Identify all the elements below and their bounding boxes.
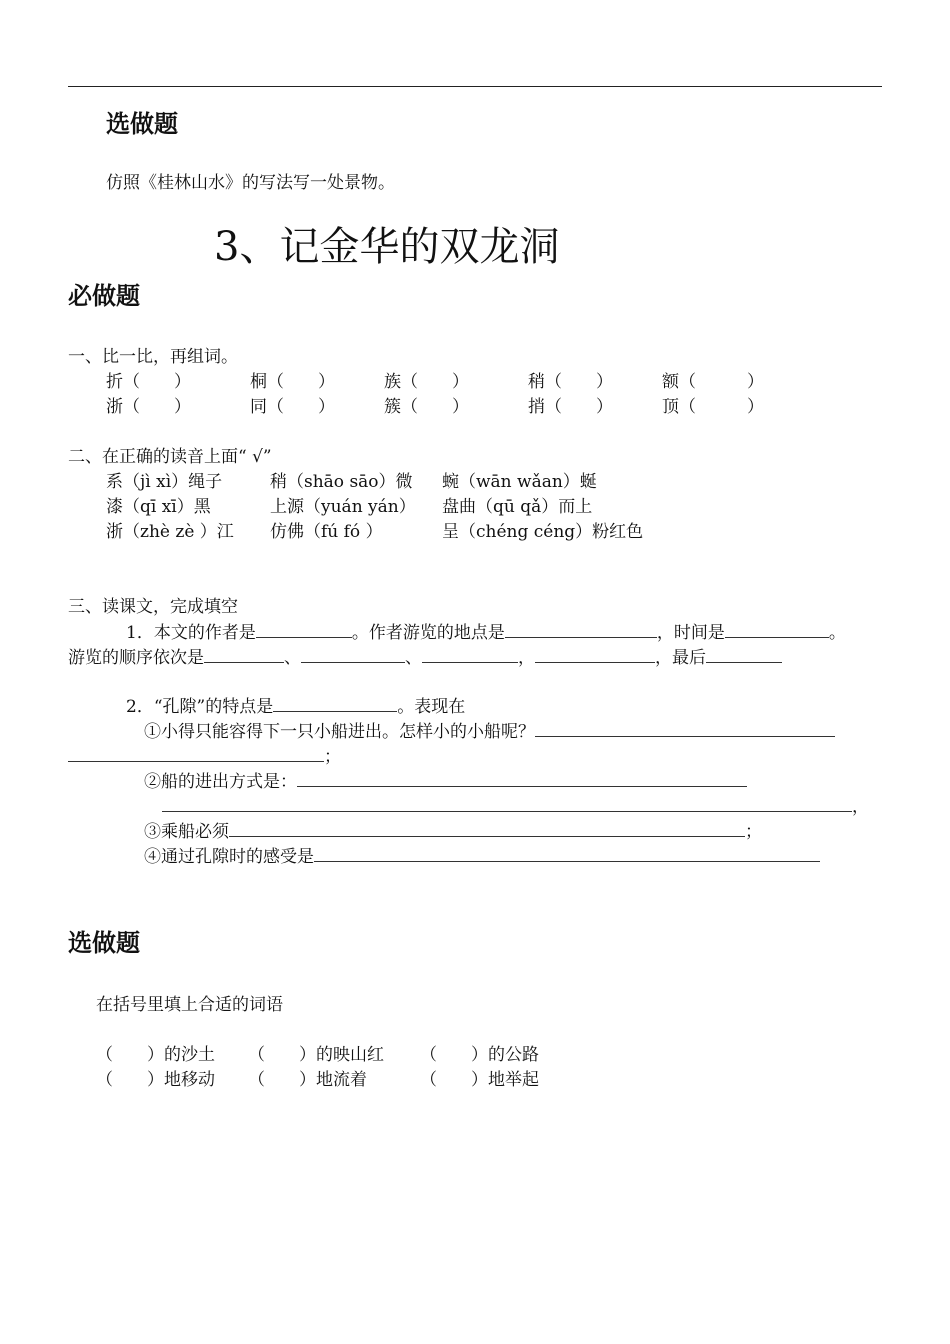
answer-blank[interactable] xyxy=(256,620,352,638)
q3-item2 xyxy=(144,769,747,794)
q2-cell: 系（jì xì）绳子 xyxy=(106,472,223,492)
q3-item2-cont xyxy=(162,794,869,819)
q3-text: 1．本文的作者是 xyxy=(126,623,256,643)
fill-item: （ ）的映山红 xyxy=(248,1045,384,1065)
q3-item1-cont xyxy=(68,744,341,769)
q3-text: 。 xyxy=(828,623,846,643)
q3-text: 、 xyxy=(284,648,301,668)
q1-cell: 浙（ ） xyxy=(106,397,191,417)
answer-blank[interactable] xyxy=(229,819,745,837)
answer-blank[interactable] xyxy=(273,694,397,712)
answer-blank[interactable] xyxy=(505,620,657,638)
answer-blank[interactable] xyxy=(725,620,829,638)
q3-text: ； xyxy=(745,822,762,842)
answer-blank[interactable] xyxy=(68,744,324,762)
answer-blank[interactable] xyxy=(314,844,820,862)
fill-item: （ ）地举起 xyxy=(420,1070,539,1090)
q3-text: ； xyxy=(324,747,341,767)
required-heading: 必做题 xyxy=(68,282,140,310)
q3-text: 、 xyxy=(405,648,422,668)
q3-line2 xyxy=(68,645,782,670)
q3-text: ②船的进出方式是： xyxy=(144,772,297,792)
q3-item3 xyxy=(144,819,762,844)
q1-cell: 稍（ ） xyxy=(528,372,613,392)
q3-text: 游览的顺序依次是 xyxy=(68,648,204,668)
q3-text: 。表现在 xyxy=(397,697,466,717)
q2-cell: 盘曲（qū qǎ）而上 xyxy=(442,497,593,517)
q1-title: 一、比一比，再组词。 xyxy=(68,347,238,367)
lesson-title: 3、记金华的双龙洞 xyxy=(214,224,560,270)
optional-instruction: 仿照《桂林山水》的写法写一处景物。 xyxy=(106,173,395,193)
q3-line1 xyxy=(126,620,846,645)
q1-cell: 顶（ ） xyxy=(662,397,764,417)
fill-item: （ ）的公路 xyxy=(420,1045,539,1065)
q1-cell: 族（ ） xyxy=(384,372,469,392)
q3-text: ④通过孔隙时的感受是 xyxy=(144,847,314,867)
q2-cell: 仿佛（fú fó ） xyxy=(270,522,383,542)
q2-cell: 呈（chéng céng）粉红色 xyxy=(442,522,644,542)
q1-cell: 同（ ） xyxy=(250,397,335,417)
q3-text: ，最后 xyxy=(655,648,706,668)
answer-blank[interactable] xyxy=(422,645,518,663)
answer-blank[interactable] xyxy=(535,645,655,663)
q2-title: 二、在正确的读音上面“ √” xyxy=(68,447,272,467)
answer-blank[interactable] xyxy=(297,769,747,787)
q2-cell: 蜿（wān wǎan）蜒 xyxy=(442,472,597,492)
q3-text: ，时间是 xyxy=(656,623,725,643)
top-divider xyxy=(68,86,882,87)
q2-cell: 浙（zhè zè ）江 xyxy=(106,522,234,542)
answer-blank[interactable] xyxy=(162,794,852,812)
optional-heading: 选做题 xyxy=(106,110,178,138)
q3-line3 xyxy=(126,694,465,719)
answer-blank[interactable] xyxy=(706,645,782,663)
q3-text: ③乘船必须 xyxy=(144,822,229,842)
q3-item1 xyxy=(144,719,835,744)
q3-text: ， xyxy=(518,648,535,668)
q3-text: ， xyxy=(852,797,869,817)
q3-text: 。作者游览的地点是 xyxy=(351,623,505,643)
optional-instruction-2: 在括号里填上合适的词语 xyxy=(96,995,283,1015)
optional-heading-2: 选做题 xyxy=(68,929,140,957)
answer-blank[interactable] xyxy=(535,719,835,737)
q2-cell: 上源（yuán yán） xyxy=(270,497,416,517)
q1-cell: 捎（ ） xyxy=(528,397,613,417)
q1-cell: 簇（ ） xyxy=(384,397,469,417)
q1-cell: 折（ ） xyxy=(106,372,191,392)
q3-text: ①小得只能容得下一只小船进出。怎样小的小船呢？ xyxy=(144,722,535,742)
q2-cell: 稍（shāo sāo）微 xyxy=(270,472,413,492)
q2-cell: 漆（qī xī）黑 xyxy=(106,497,211,517)
q3-text: 2．“孔隙”的特点是 xyxy=(126,697,274,717)
fill-item: （ ）地流着 xyxy=(248,1070,367,1090)
fill-item: （ ）地移动 xyxy=(96,1070,215,1090)
answer-blank[interactable] xyxy=(301,645,405,663)
q1-cell: 额（ ） xyxy=(662,372,764,392)
fill-item: （ ）的沙土 xyxy=(96,1045,215,1065)
q3-item4 xyxy=(144,844,820,869)
q1-cell: 桐（ ） xyxy=(250,372,335,392)
q3-title: 三、读课文，完成填空 xyxy=(68,597,238,617)
answer-blank[interactable] xyxy=(204,645,284,663)
